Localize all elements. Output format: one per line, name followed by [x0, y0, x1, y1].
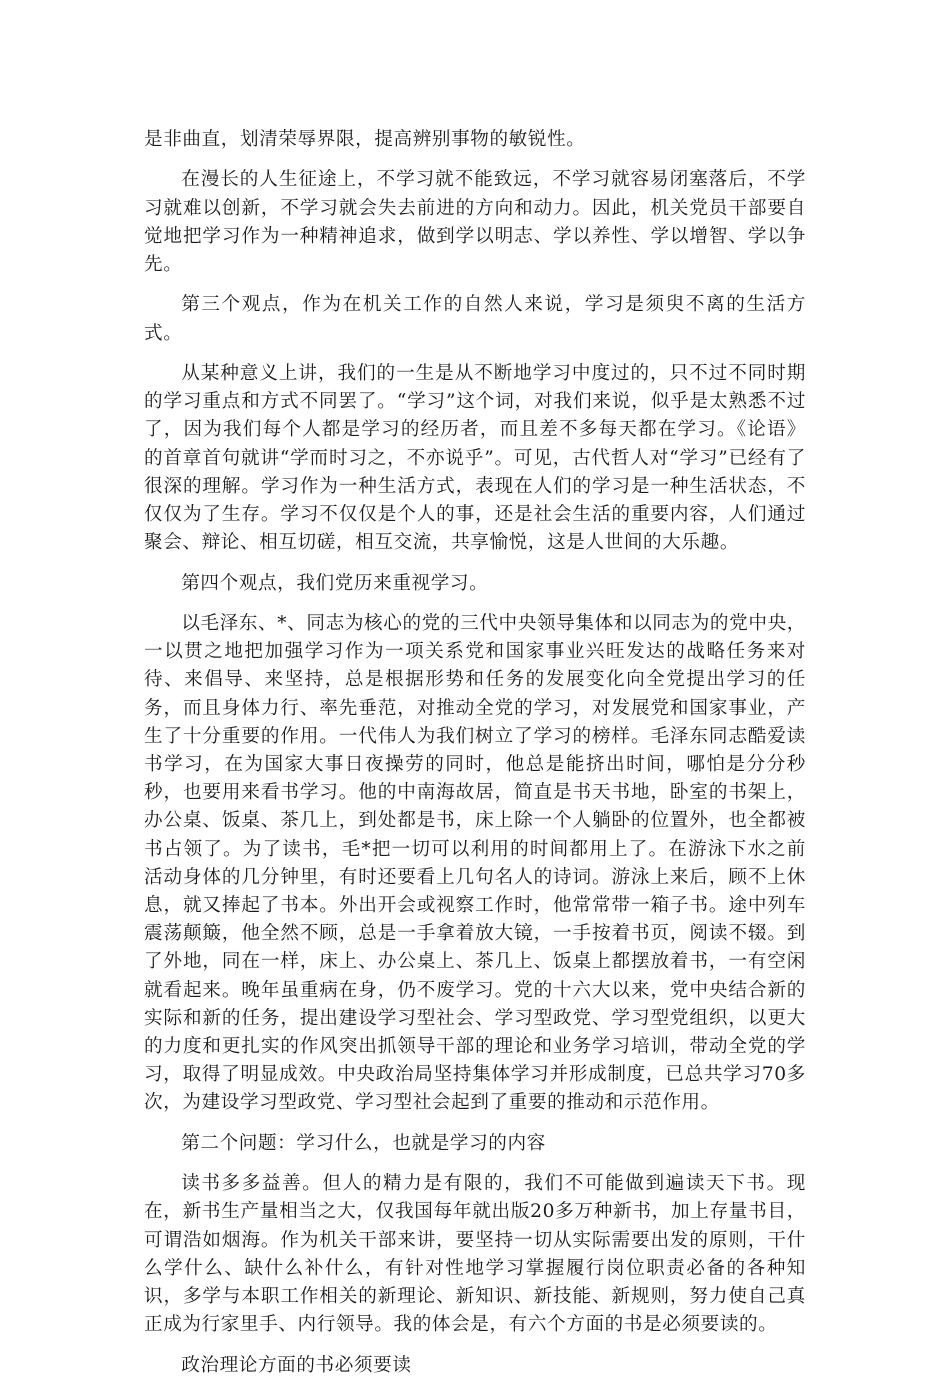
document-body: [144, 126, 806, 1392]
paragraph-learning-lifestyle: 从某种意义上讲，我们的一生是从不断地学习中度过的，只不过不同时期的学习重点和方式不同罢了。“学习”这个词，对我们来说，似乎是太熟悉不过了，因为我们每个人都是学习的经历者，而且差不多每天都在学习。《论语》的首章首句就讲“学而时习之，不亦说乎”。可见，古代哲人对“学习”已经有了很深的理解。学习作为一种生活方式，表现在人们的学习是一种生活状态，不仅仅为了生存。学习不仅仅是个人的事，还是社会生活的重要内容，人们通过聚会、辩论、相互切磋，相互交流，共享愉悦，这是人世间的大乐趣。: [144, 362, 806, 554]
paragraph-continuation: 是非曲直，划清荣辱界限，提高辨别事物的敏锐性。: [144, 129, 586, 150]
paragraph-reading-content: 读书多多益善。但人的精力是有限的，我们不可能做到遍读天下书。现在，新书生产量相当之大，仅我国每年就出版20多万种新书，加上存量书目，可谓浩如烟海。作为机关干部来讲，要坚持一切从实际需要出发的原则，干什么学什么、缺什么补什么，有针对性地学习掌握履行岗位职责必备的各种知识，多学与本职工作相关的新理论、新知识、新技能、新规则，努力使自己真正成为行家里手、内行领导。我的体会是，有六个方面的书是必须要读的。: [144, 1173, 806, 1336]
paragraph-second-question: 第二个问题：学习什么，也就是学习的内容: [181, 1132, 546, 1154]
paragraph-party-learning-history: 以毛泽东、*、同志为核心的党的三代中央领导集体和以同志为的党中央，一以贯之地把加强学习作为一项关系党和国家事业兴旺发达的战略任务来对待、来倡导、来坚持，总是根据形势和任务的发展变化向全党提出学习的任务，而且身体力行、率先垂范，对推动全党的学习，对发展党和国家事业，产生了十分重要的作用。一代伟人为我们树立了学习的榜样。毛泽东同志酷爱读书学习，在为国家大事日夜操劳的同时，他总是能挤出时间，哪怕是分分秒秒，也要用来看书学习。他的中南海故居，简直是书天书地，卧室的书架上，办公桌、饭桌、茶几上，到处都是书，床上除一个人躺卧的位置外，也全都被书占领了。为了读书，毛*把一切可以利用的时间都用上了。在游泳下水之前活动身体的几分钟里，有时还要看上几句名人的诗词。游泳上来后，顾不上休息，就又捧起了书本。外出开会或视察工作时，他常常带一箱子书。途中列车震荡颠簸，他全然不顾，总是一手拿着放大镜，一手按着书页，阅读不辍。到了外地，同在一样，床上、办公桌上、茶几上、饭桌上都摆放着书，一有空闲就看起来。晚年虽重病在身，仍不废学习。党的十六大以来，党中央结合新的实际和新的任务，提出建设学习型社会、学习型政党、学习型党组织，以更大的力度和更扎实的作风突出抓领导干部的理论和业务学习培训，带动全党的学习，取得了明显成效。中央政治局坚持集体学习并形成制度，已总共学习70多次，为建设学习型政党、学习型社会起到了重要的推动和示范作用。: [144, 612, 806, 1114]
paragraph-political-theory-heading: 政治理论方面的书必须要读: [181, 1354, 412, 1376]
paragraph-third-viewpoint: 第三个观点，作为在机关工作的自然人来说，学习是须臾不离的生活方式。: [144, 294, 806, 344]
paragraph-fourth-viewpoint: 第四个观点，我们党历来重视学习。: [181, 572, 489, 594]
paragraph-learning-importance: 在漫长的人生征途上，不学习就不能致远，不学习就容易闭塞落后，不学习就难以创新，不学习就会失去前进的方向和动力。因此，机关党员干部要自觉地把学习作为一种精神追求，做到学以明志、学以养性、学以增智、学以争先。: [144, 169, 806, 275]
